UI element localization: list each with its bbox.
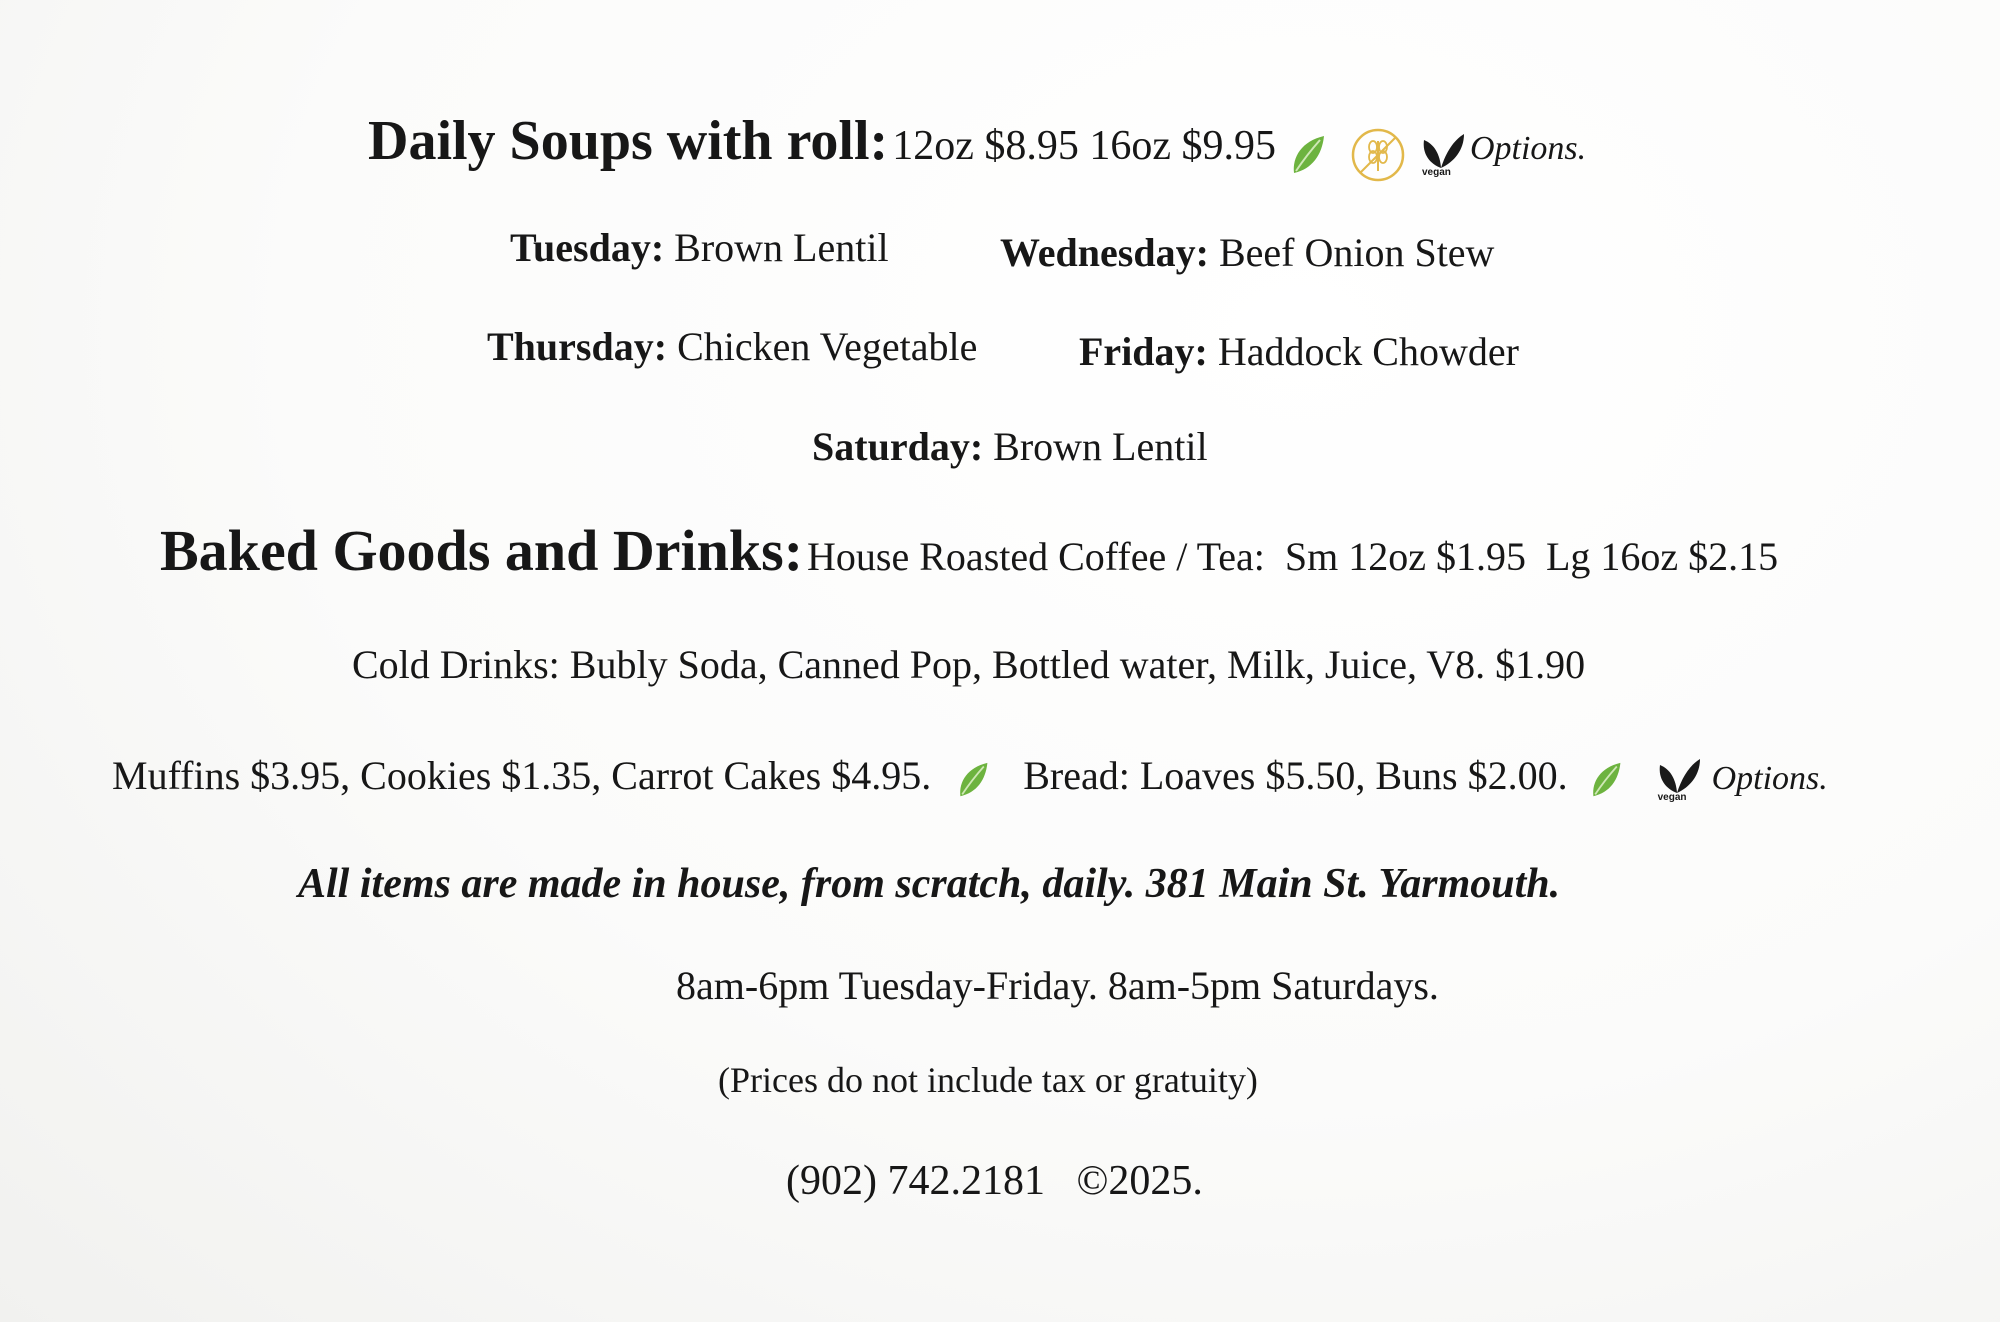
soup-day-row-2b [1079,329,1519,374]
soup-day-friday: Friday: [1079,329,1208,374]
vegan-label: vegan [1657,792,1687,803]
soup-day-thursday: Thursday: [487,324,668,369]
soup-day-tuesday: Tuesday: [510,225,665,270]
soup-day-row-1 [510,225,889,270]
coffee-tea-prices: House Roasted Coffee / Tea: Sm 12oz $1.95 Lg 16oz $2.15 [807,534,1779,579]
tax-note-row [718,1062,1258,1098]
bread-prices: Bread: Loaves $5.50, Buns $2.00. [1023,753,1568,799]
soup-day-saturday: Saturday: [812,424,984,469]
soup-name-wednesday: Beef Onion Stew [1218,230,1495,275]
baked-header-row [160,518,1779,583]
leaf-icon [1588,760,1624,800]
soup-day-row-1b [1000,230,1495,275]
soups-header-row [368,110,1587,183]
leaf-icon [1288,133,1328,177]
bread-options-label: Options. [1711,760,1828,798]
soup-name-tuesday: Brown Lentil [674,225,889,270]
soups-heading: Daily Soups with roll: [368,110,889,172]
soup-sizes-prices: 12oz $8.95 16oz $9.95 [892,123,1276,169]
hours-row [676,963,1439,1008]
soup-name-saturday: Brown Lentil [993,424,1208,469]
vegan-icon [1652,755,1702,805]
soup-name-thursday: Chicken Vegetable [677,324,978,369]
phone-copyright: (902) 742.2181 ©2025. [786,1158,1203,1204]
leaf-icon [955,760,991,800]
soup-day-wednesday: Wednesday: [1000,230,1209,275]
tax-note: (Prices do not include tax or gratuity) [718,1060,1258,1100]
baked-heading: Baked Goods and Drinks: [160,518,804,583]
vegan-label: vegan [1421,167,1451,179]
soup-day-row-3 [812,424,1208,469]
opening-hours: 8am-6pm Tuesday-Friday. 8am-5pm Saturdays. [676,963,1439,1008]
tagline-row [298,863,1560,905]
cold-drinks-row [352,642,1586,687]
gluten-free-icon [1350,127,1406,183]
soup-options-label: Options. [1469,130,1587,167]
pastries-prices: Muffins $3.95, Cookies $1.35, Carrot Cakes $4.95. [112,753,932,799]
vegan-icon [1416,130,1466,180]
cold-drinks-text: Cold Drinks: Bubly Soda, Canned Pop, Bottled water, Milk, Juice, V8. $1.90 [352,642,1586,687]
soup-name-friday: Haddock Chowder [1217,329,1519,374]
contact-row [786,1160,1203,1202]
tagline: All items are made in house, from scratch, daily. 381 Main St. Yarmouth. [298,861,1561,907]
pastries-bread-row [112,755,1828,805]
soup-day-row-2 [487,324,978,369]
